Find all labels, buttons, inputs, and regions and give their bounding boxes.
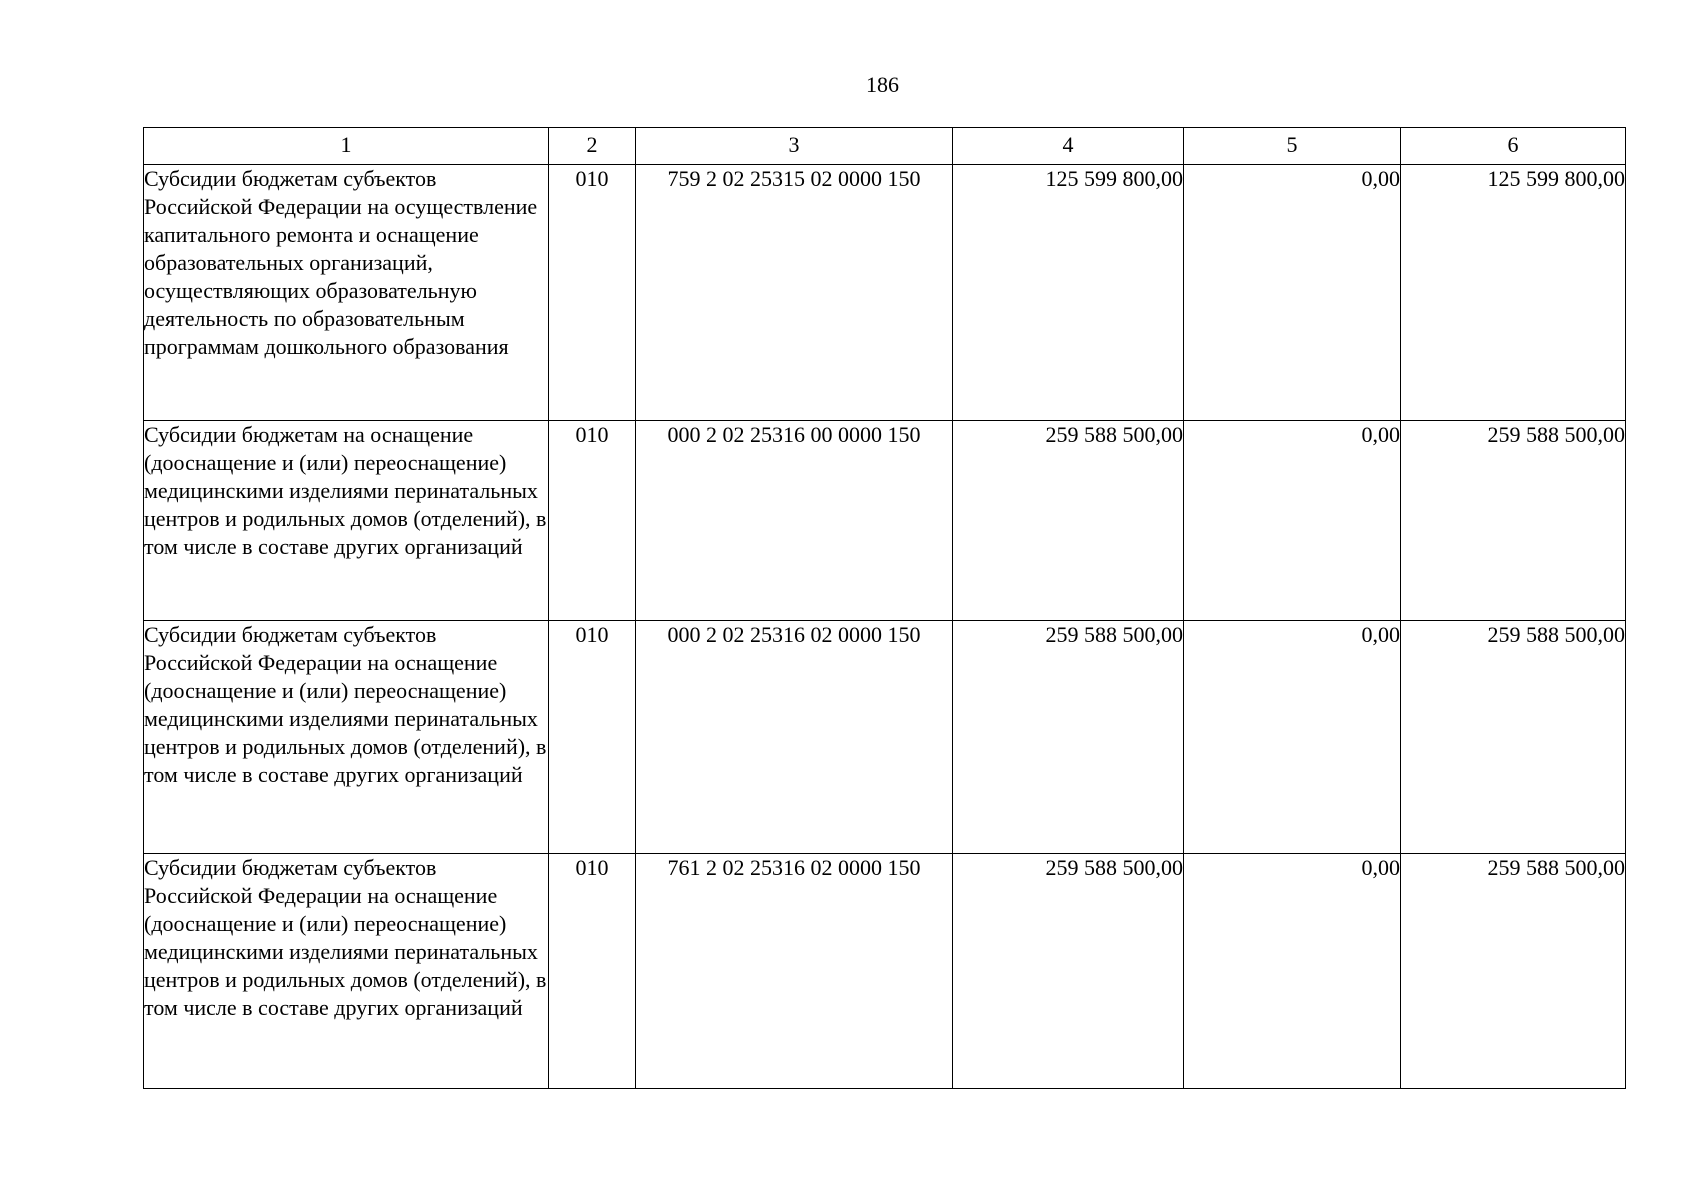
row-name: Субсидии бюджетам субъектов Российской Федерации на оснащение (дооснащение и (или) переоснащение) медицинскими изделиями перинатальных центров и родильных домов (отделений), в том числе в составе других организаций bbox=[144, 854, 549, 1089]
table-row bbox=[144, 621, 1626, 854]
row-col5: 0,00 bbox=[1184, 621, 1401, 854]
row-kbk: 761 2 02 25316 02 0000 150 bbox=[636, 854, 953, 1089]
header-col-5: 5 bbox=[1184, 128, 1401, 165]
row-kbk: 000 2 02 25316 00 0000 150 bbox=[636, 421, 953, 621]
row-col4: 125 599 800,00 bbox=[953, 165, 1184, 421]
header-col-2: 2 bbox=[549, 128, 636, 165]
row-code: 010 bbox=[549, 854, 636, 1089]
row-col6: 259 588 500,00 bbox=[1401, 421, 1626, 621]
header-col-3: 3 bbox=[636, 128, 953, 165]
row-code: 010 bbox=[549, 165, 636, 421]
row-col4: 259 588 500,00 bbox=[953, 854, 1184, 1089]
row-name: Субсидии бюджетам субъектов Российской Федерации на осуществление капитального ремонта и оснащение образовательных организаций, осуществляющих образовательную деятельность по образовательным программам дошкольного образования bbox=[144, 165, 549, 421]
row-col5: 0,00 bbox=[1184, 421, 1401, 621]
row-name: Субсидии бюджетам субъектов Российской Федерации на оснащение (дооснащение и (или) переоснащение) медицинскими изделиями перинатальных центров и родильных домов (отделений), в том числе в составе других организаций bbox=[144, 621, 549, 854]
header-col-4: 4 bbox=[953, 128, 1184, 165]
row-code: 010 bbox=[549, 621, 636, 854]
table-row bbox=[144, 165, 1626, 421]
table-row bbox=[144, 854, 1626, 1089]
header-col-6: 6 bbox=[1401, 128, 1626, 165]
budget-table bbox=[143, 127, 1626, 1089]
row-col5: 0,00 bbox=[1184, 165, 1401, 421]
header-col-1: 1 bbox=[144, 128, 549, 165]
row-col6: 125 599 800,00 bbox=[1401, 165, 1626, 421]
row-kbk: 000 2 02 25316 02 0000 150 bbox=[636, 621, 953, 854]
row-col5: 0,00 bbox=[1184, 854, 1401, 1089]
row-col4: 259 588 500,00 bbox=[953, 621, 1184, 854]
row-col4: 259 588 500,00 bbox=[953, 421, 1184, 621]
row-col6: 259 588 500,00 bbox=[1401, 621, 1626, 854]
row-col6: 259 588 500,00 bbox=[1401, 854, 1626, 1089]
table-header-row bbox=[144, 128, 1626, 165]
row-name: Субсидии бюджетам на оснащение (дооснащение и (или) переоснащение) медицинскими изделиями перинатальных центров и родильных домов (отделений), в том числе в составе других организаций bbox=[144, 421, 549, 621]
table-row bbox=[144, 421, 1626, 621]
row-kbk: 759 2 02 25315 02 0000 150 bbox=[636, 165, 953, 421]
row-code: 010 bbox=[549, 421, 636, 621]
page-number: 186 bbox=[866, 72, 899, 97]
